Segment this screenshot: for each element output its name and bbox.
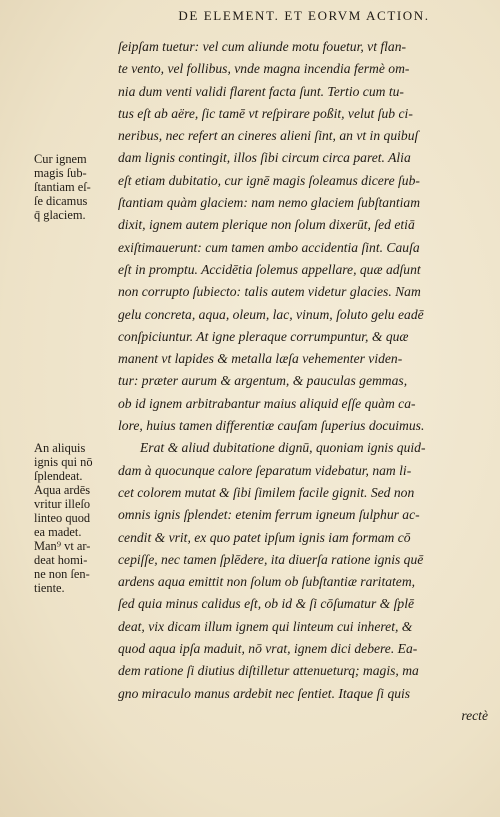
text-line: ſtantiam quàm glaciem: nam nemo glaciem ſubſtantiam: [118, 195, 421, 211]
margin-note-line: ea madet.: [34, 525, 82, 539]
text-line: deat, vix dicam illum ignem qui linteum cui inheret, &: [118, 618, 413, 634]
catchword: rectè: [461, 707, 488, 723]
text-line: Erat & aliud dubitatione dignū, quoniam ignis quid-: [140, 440, 426, 456]
text-line: omnis ignis ſplendet: etenim ferrum igneum ſulphur ac-: [118, 507, 420, 523]
text-line: dam lignis contingit, illos ſibi circum circa paret. Alia: [118, 150, 411, 166]
margin-note-line: Aqua ardēs: [34, 483, 91, 497]
text-line: ob id ignem arbitrabantur maius aliquid eſſe quàm ca-: [118, 395, 416, 411]
margin-note-line: An aliquis: [34, 441, 86, 455]
running-header: DE ELEMENT. ET EORVM ACTION.: [178, 8, 430, 23]
margin-note-aliquis: [34, 441, 116, 595]
margin-note-line: ignis qui nō: [34, 455, 93, 469]
text-line: ſeipſam tuetur: vel cum aliunde motu fouetur, vt flan-: [118, 39, 407, 54]
text-line: ardens aqua emittit non ſolum ob ſubſtantiæ raritatem,: [118, 574, 416, 590]
text-line: tus eſt ab aëre, ſic tamē vt reſpirare poßit, velut ſub ci-: [118, 105, 413, 121]
text-line: eſt etiam dubitatio, cur ignē magis ſoleamus dicere ſub-: [118, 172, 420, 188]
text-line: gelu concreta, aqua, oleum, lac, vinum, ſoluto gelu eadē: [118, 306, 424, 322]
text-line: cendit & vrit, ex quo patet ipſum ignis iam formam cō: [118, 529, 411, 545]
text-line: gno miraculo manus ardebit nec ſentiet. Itaque ſi quis: [118, 685, 411, 701]
text-line: dem ratione ſi diutius diſtilletur attenueturq; magis, ma: [118, 663, 419, 679]
margin-note-line: deat homi-: [34, 553, 88, 567]
text-line: dixit, ignem autem plerique non ſolum dixerūt, ſed etiā: [118, 217, 415, 233]
margin-note-line: ſplendeat.: [34, 469, 83, 483]
margin-note-line: vritur illeſo: [34, 497, 91, 511]
margin-note-line: Man⁹ vt ar-: [34, 539, 91, 553]
text-line: conſpiciuntur. At igne pleraque corrumpuntur, & quæ: [118, 328, 409, 344]
margin-note-line: linteo quod: [34, 511, 91, 525]
margin-note-line: q̄ glaciem.: [34, 208, 86, 222]
margin-note-line: ne non ſen-: [34, 567, 90, 581]
text-line: nia dum venti validi flarent facta ſunt. Tertio cum tu-: [118, 83, 404, 99]
text-line: eſt in promptu. Accidētia ſolemus appellare, quæ adſunt: [118, 261, 421, 277]
text-line: neribus, nec refert an cineres alieni ſint, an vt in quibuſ: [118, 128, 419, 144]
text-line: exiſtimauerunt: cum tamen ambo accidentia ſint. Cauſa: [118, 239, 420, 255]
margin-note-line: ſtantiam eſ-: [34, 180, 91, 194]
text-line: non corrupto ſubiecto: talis autem videtur glacies. Nam: [118, 284, 421, 300]
text-line: cepiſſe, nec tamen ſplēdere, ita diuerſa ratione ignis quē: [118, 551, 424, 567]
text-line: te vento, vel follibus, vnde magna incendia fermè om-: [118, 61, 410, 77]
text-line: manent vt lapides & metalla læſa vehementer viden-: [118, 351, 403, 367]
margin-note-ignem: [34, 152, 116, 222]
text-line: tur: præter aurum & argentum, & pauculas gemmas,: [118, 373, 408, 389]
text-line: cet colorem mutat & ſibi ſimilem facile gignit. Sed non: [118, 484, 415, 500]
main-text-block: [118, 36, 494, 727]
text-line: quod aqua ipſa maduit, nō vrat, ignem dici debere. Ea-: [118, 641, 418, 657]
text-line: lore, huius tamen differentiæ cauſam ſuperius docuimus.: [118, 418, 425, 434]
text-line: dam à quocunque calore ſeparatum videbatur, nam li-: [118, 462, 412, 478]
margin-note-line: Cur ignem: [34, 152, 87, 166]
margin-note-line: tiente.: [34, 581, 65, 595]
text-line: ſed quia minus calidus eſt, ob id & ſi cōſumatur & ſplē: [118, 596, 415, 612]
margin-note-line: ſe dicamus: [34, 194, 88, 208]
margin-note-line: magis ſub-: [34, 166, 87, 180]
